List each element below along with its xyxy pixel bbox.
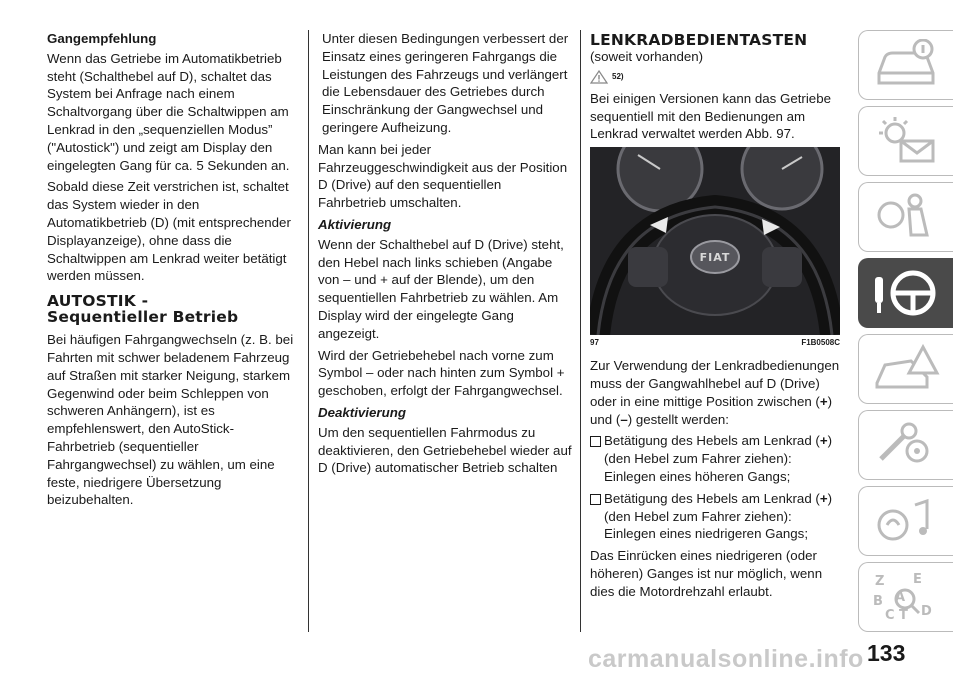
paragraph (604, 490, 840, 543)
section-title-lenkrad: LENKRADBEDIENTASTEN (590, 31, 808, 49)
section-title-line-1: AUTOSTIK - (47, 292, 149, 311)
multimedia-icon (871, 495, 941, 547)
svg-text:A: A (895, 590, 906, 605)
plus-symbol: + (819, 433, 828, 449)
tab-maintenance[interactable] (858, 410, 953, 480)
column-divider (308, 30, 309, 632)
tab-warning-lights[interactable] (858, 106, 953, 176)
text-span: Betätigung des Hebels am Lenkrad ( (604, 490, 820, 506)
paragraph: Wird der Getriebehebel nach vorne zum Symbol – oder nach hinten zum Symbol + geschoben, erfolgt der Fahrgangwechsel. (318, 347, 565, 399)
index-icon (871, 571, 941, 623)
text-span: ) (den Hebel zum Fahrer ziehen): Einlegen eines höheren Gangs; (604, 433, 833, 484)
watermark: carmanualsonline.info (588, 645, 864, 673)
column-2 (318, 30, 572, 481)
svg-text:Z: Z (875, 574, 885, 589)
svg-text:E: E (913, 572, 922, 587)
checkbox-bullet-icon (590, 494, 601, 505)
warning-triangle-icon (590, 70, 608, 84)
figure-number: 97 (590, 338, 599, 348)
page-number: 133 (867, 640, 906, 666)
text-span: Zur Verwendung der Lenkradbedienungen muss der Gangwahlhebel auf D (Drive) oder in eine mittige Position zwischen ( (590, 358, 840, 409)
plus-symbol: + (819, 393, 828, 409)
paragraph (590, 357, 840, 428)
paragraph: Unter diesen Bedingungen verbessert der Einsatz eines geringeren Fahrgangs die Leistungen des Fahrzeugs und verlängert die Lebensdauer des Getriebes durch Einschränkung der Gangwechsel und geringere Aufheizung. (322, 31, 569, 135)
indented-block (318, 30, 572, 137)
text-span: ) (den Hebel zum Fahrer ziehen): Einlegen eines niedrigeren Gangs; (604, 490, 833, 542)
paragraph: Man kann bei jeder Fahrzeuggeschwindigkeit aus der Position D (Drive) auf den sequentiellen Fahrbetrieb umschalten. (318, 141, 568, 211)
paragraph (604, 432, 840, 485)
safety-icon (871, 191, 941, 243)
checkbox-bullet-icon (590, 436, 601, 447)
heading-gangempfehlung: Gangempfehlung (47, 31, 157, 46)
warning-reference (590, 70, 840, 84)
tab-multimedia[interactable] (858, 486, 953, 556)
maintenance-icon (871, 419, 941, 471)
warning-lights-icon (871, 115, 941, 167)
svg-text:T: T (899, 608, 908, 623)
svg-text:D: D (921, 604, 932, 619)
tab-emergency[interactable] (858, 334, 953, 404)
tab-safety[interactable] (858, 182, 953, 252)
minus-symbol: – (620, 411, 628, 427)
section-title-autostik (47, 293, 299, 325)
list-item (590, 490, 840, 547)
tab-index[interactable] (858, 562, 953, 632)
paragraph: Wenn der Schalthebel auf D (Drive) steht, den Hebel nach links schieben (Angabe von – und + auf der Blende), um den sequentiellen Fahrbetrieb zu wählen. Am Display wird der eingelegte Gang angezeigt. (318, 236, 564, 341)
steering-wheel-icon (871, 267, 941, 319)
heading-aktivierung: Aktivierung (318, 216, 392, 232)
paragraph: Das Einrücken eines niedrigeren (oder höheren) Ganges ist nur möglich, wenn dies die Motordrehzahl erlaubt. (590, 548, 823, 599)
paragraph: Bei einigen Versionen kann das Getriebe sequentiell mit den Bedienungen am Lenkrad verwaltet werden Abb. 97. (590, 90, 831, 142)
text-span: ) gestellt werden: (627, 411, 729, 427)
tab-car-info[interactable] (858, 30, 953, 100)
steering-wheel-figure (590, 147, 840, 335)
figure-code: F1B0508C (801, 338, 840, 348)
paragraph: Bei häufigen Fahrgangwechseln (z. B. bei Fahrten mit schwer beladenem Fahrzeug auf Straßen mit starker Neigung, starkem Gegenwind oder beim Schleppen von schweren Anhängern), ist es empfehlenswert, den AutoStick-Fahrbetrieb (sequentieller Fahrgangwechsel) zu wählen, um eine feste, niedrigere Übersetzung beizubehalten. (47, 332, 294, 508)
car-info-icon (871, 39, 941, 91)
svg-text:C: C (885, 608, 895, 623)
column-1 (47, 30, 299, 513)
list-item (590, 432, 840, 489)
svg-text:B: B (873, 594, 883, 609)
text-span: Betätigung des Hebels am Lenkrad ( (604, 433, 820, 449)
section-title-line-2: Sequentieller Betrieb (47, 308, 239, 327)
column-divider (580, 30, 581, 632)
svg-text:FIAT: FIAT (699, 251, 731, 265)
heading-deaktivierung: Deaktivierung (318, 404, 406, 420)
tab-starting-driving[interactable] (858, 258, 953, 328)
emergency-icon (871, 343, 941, 395)
paragraph: Wenn das Getriebe im Automatikbetrieb steht (Schalthebel auf D), schaltet das System bei Anfrage nach einem Schaltvorgang über die Schaltwippen am Lenkrad in den „sequenziellen Modus” ("Autostick") und zeigt am Display den eingelegten Gang für ca. 5 Sekunden an. (47, 50, 290, 173)
column-3 (590, 30, 840, 605)
warning-ref-number: 52) (612, 72, 624, 82)
paragraph: Um den sequentiellen Fahrmodus zu deaktivieren, den Getriebehebel wieder auf D (Drive) automatischer Betrieb schalten (318, 424, 572, 476)
steering-wheel-photo (590, 147, 840, 335)
paragraph: Sobald diese Zeit verstrichen ist, schaltet das System wieder in den Automatikbetrieb (D) (mit entsprechender Displayanzeige), ohne dass die Schaltwippen am Lenkrad weiter betätigt werden müssen. (47, 179, 291, 284)
subtitle: (soweit vorhanden) (590, 49, 704, 64)
plus-symbol: + (819, 490, 828, 506)
text-span: ) und ( (590, 393, 833, 427)
figure-caption (590, 338, 840, 347)
